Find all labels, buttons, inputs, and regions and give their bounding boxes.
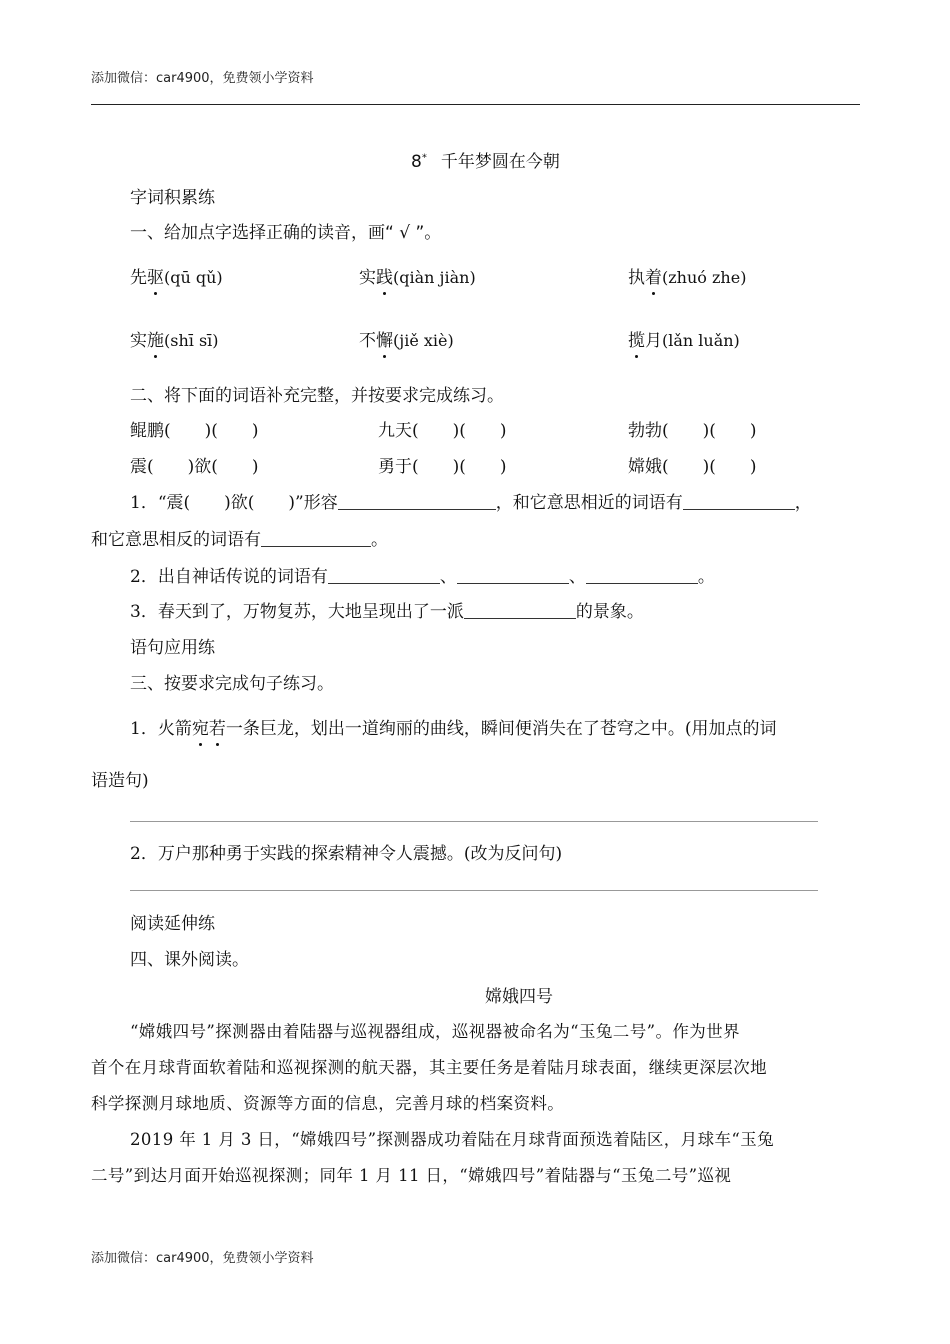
- q2-word-4: 震( )欲( ): [130, 457, 259, 477]
- dotted-char: 若: [209, 714, 226, 739]
- part1-heading: 字词积累练: [130, 188, 215, 208]
- q2-word-3: 勃勃( )( ): [628, 421, 757, 441]
- q1-item-4: 实施(shī sī): [130, 326, 219, 351]
- q1-item-1: 先驱(qū qǔ): [130, 263, 223, 288]
- dotted-char: 驱: [147, 263, 164, 288]
- q1-item-6: 揽月(lǎn luǎn): [628, 326, 740, 351]
- lesson-mark: *: [421, 152, 427, 164]
- q2-sentence-2: 2．出自神话传说的词语有 、 、 。: [130, 567, 715, 587]
- lesson-number: 8: [411, 152, 422, 172]
- answer-blank[interactable]: [586, 566, 698, 584]
- part3-heading: 阅读延伸练: [130, 914, 215, 934]
- q2-sentence-1: 1．“震( )欲( )”形容 ，和它意思相近的词语有 ，: [130, 493, 812, 513]
- passage-line-2: 首个在月球背面软着陆和巡视探测的航天器，其主要任务是着陆月球表面，继续更深层次地: [91, 1058, 767, 1077]
- dotted-char: 宛: [192, 714, 209, 739]
- passage-line-3: 科学探测月球地质、资源等方面的信息，完善月球的档案资料。: [91, 1094, 565, 1113]
- q2-word-2: 九天( )( ): [378, 421, 507, 441]
- dotted-char: 揽: [628, 326, 645, 351]
- passage-line-1: “嫦娥四号”探测器由着陆器与巡视器组成，巡视器被命名为“玉兔二号”。作为世界: [130, 1022, 740, 1041]
- q1-item-3: 执着(zhuó zhe): [628, 263, 746, 288]
- q2-sentence-1-cont: 和它意思相反的词语有 。: [91, 530, 388, 550]
- q3-sentence-1: 1．火箭宛若一条巨龙，划出一道绚丽的曲线，瞬间便消失在了苍穹之中。(用加点的词: [130, 714, 776, 739]
- header-note: 添加微信：car4900，免费领小学资料: [91, 71, 314, 86]
- dotted-char: 着: [645, 263, 662, 288]
- q2-sentence-3: 3．春天到了，万物复苏，大地呈现出了一派 的景象。: [130, 602, 644, 622]
- q1-item-2: 实践(qiàn jiàn): [359, 263, 476, 288]
- header-rule: [91, 104, 860, 105]
- dotted-char: 懈: [376, 326, 393, 351]
- passage-title: 嫦娥四号: [485, 987, 553, 1007]
- part2-heading: 语句应用练: [130, 638, 215, 658]
- q3-sentence-2: 2．万户那种勇于实践的探索精神令人震撼。(改为反问句): [130, 844, 563, 864]
- q1-title: 一、给加点字选择正确的读音，画“ √ ”。: [130, 223, 442, 243]
- footer-note: 添加微信：car4900，免费领小学资料: [91, 1251, 314, 1266]
- q2-word-6: 嫦娥( )( ): [628, 457, 757, 477]
- answer-line[interactable]: [130, 821, 818, 822]
- answer-blank[interactable]: [464, 601, 576, 619]
- q2-word-5: 勇于( )( ): [378, 457, 507, 477]
- q1-item-5: 不懈(jiě xiè): [359, 326, 454, 351]
- dotted-char: 践: [376, 263, 393, 288]
- answer-line[interactable]: [130, 890, 818, 891]
- answer-blank[interactable]: [328, 566, 440, 584]
- lesson-title: [411, 147, 560, 172]
- answer-blank[interactable]: [338, 492, 496, 510]
- lesson-name: 千年梦圆在今朝: [440, 152, 560, 172]
- dotted-char: 施: [147, 326, 164, 351]
- answer-blank[interactable]: [683, 492, 795, 510]
- q2-title: 二、将下面的词语补充完整，并按要求完成练习。: [130, 386, 504, 406]
- passage-line-5: 二号”到达月面开始巡视探测；同年 1 月 11 日，“嫦娥四号”着陆器与“玉兔二号”巡视: [91, 1166, 732, 1185]
- answer-blank[interactable]: [457, 566, 569, 584]
- q3-sentence-1-cont: 语造句): [91, 771, 149, 791]
- answer-blank[interactable]: [261, 529, 371, 547]
- q4-title: 四、课外阅读。: [130, 950, 249, 970]
- q3-title: 三、按要求完成句子练习。: [130, 674, 334, 694]
- q2-word-1: 鲲鹏( )( ): [130, 421, 259, 441]
- passage-line-4: 2019 年 1 月 3 日，“嫦娥四号”探测器成功着陆在月球背面预选着陆区，月球车“玉兔: [130, 1130, 775, 1149]
